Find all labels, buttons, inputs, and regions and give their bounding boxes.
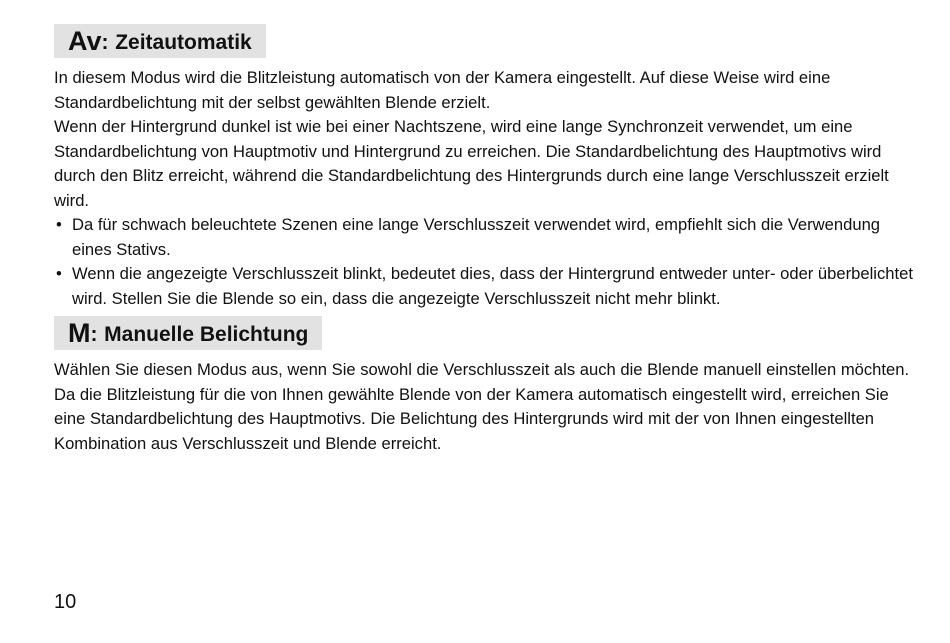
bullet-text: Da für schwach beleuchtete Szenen eine lange Verschlusszeit verwendet wird, empfiehlt sich die Verwendung eines Stativs. [72,215,881,259]
bullet-marker: • [56,264,62,283]
section-m-manual-exposure [54,316,914,456]
page-number: 10 [54,591,77,613]
section-heading-m [54,316,322,350]
mode-symbol-av: Av [68,26,102,56]
paragraph: In diesem Modus wird die Blitzleistung automatisch von der Kamera eingestellt. Auf diese Weise wird eine Standardbelichtung mit der selbst gewählten Blende erzielt. [54,68,831,112]
heading-title: Zeitautomatik [115,31,252,54]
paragraph: Wählen Sie diesen Modus aus, wenn Sie sowohl die Verschlusszeit als auch die Blende manuell einstellen möchten. [54,360,910,379]
heading-separator: : [90,323,98,346]
section-av-aperture-priority [54,24,914,311]
paragraph: Da die Blitzleistung für die von Ihnen gewählte Blende von der Kamera automatisch eingestellt wird, erreichen Sie eine Standardbelichtung des Hauptmotivs. Die Belichtung des Hintergrunds wird mit der von Ihnen eingestellten Kombination aus Verschlusszeit und Blende erreicht. [54,384,889,453]
bullet-text: Wenn die angezeigte Verschlusszeit blinkt, bedeutet dies, dass der Hintergrund entweder unter- oder überbelichtet wird. Stellen Sie die Blende so ein, dass die angezeigte Verschlusszeit nicht mehr blinkt. [72,264,913,308]
paragraph: Wenn der Hintergrund dunkel ist wie bei einer Nachtszene, wird eine lange Synchronzeit verwendet, um eine Standardbelichtung von Hauptmotiv und Hintergrund zu erreichen. Die Standardbelichtung des Hauptmotivs wird durch den Blitz erreicht, während die Standardbelichtung des Hintergrunds durch eine lange Verschlusszeit erzielt wird. [54,117,889,210]
bullet-list [54,213,914,311]
manual-page [54,24,914,456]
heading-separator: : [101,31,109,54]
bullet-item [54,213,914,262]
section-heading-av [54,24,266,58]
bullet-marker: • [56,215,62,234]
mode-symbol-m: M [68,318,91,348]
bullet-item [54,262,914,311]
heading-title: Manuelle Belichtung [104,323,309,346]
